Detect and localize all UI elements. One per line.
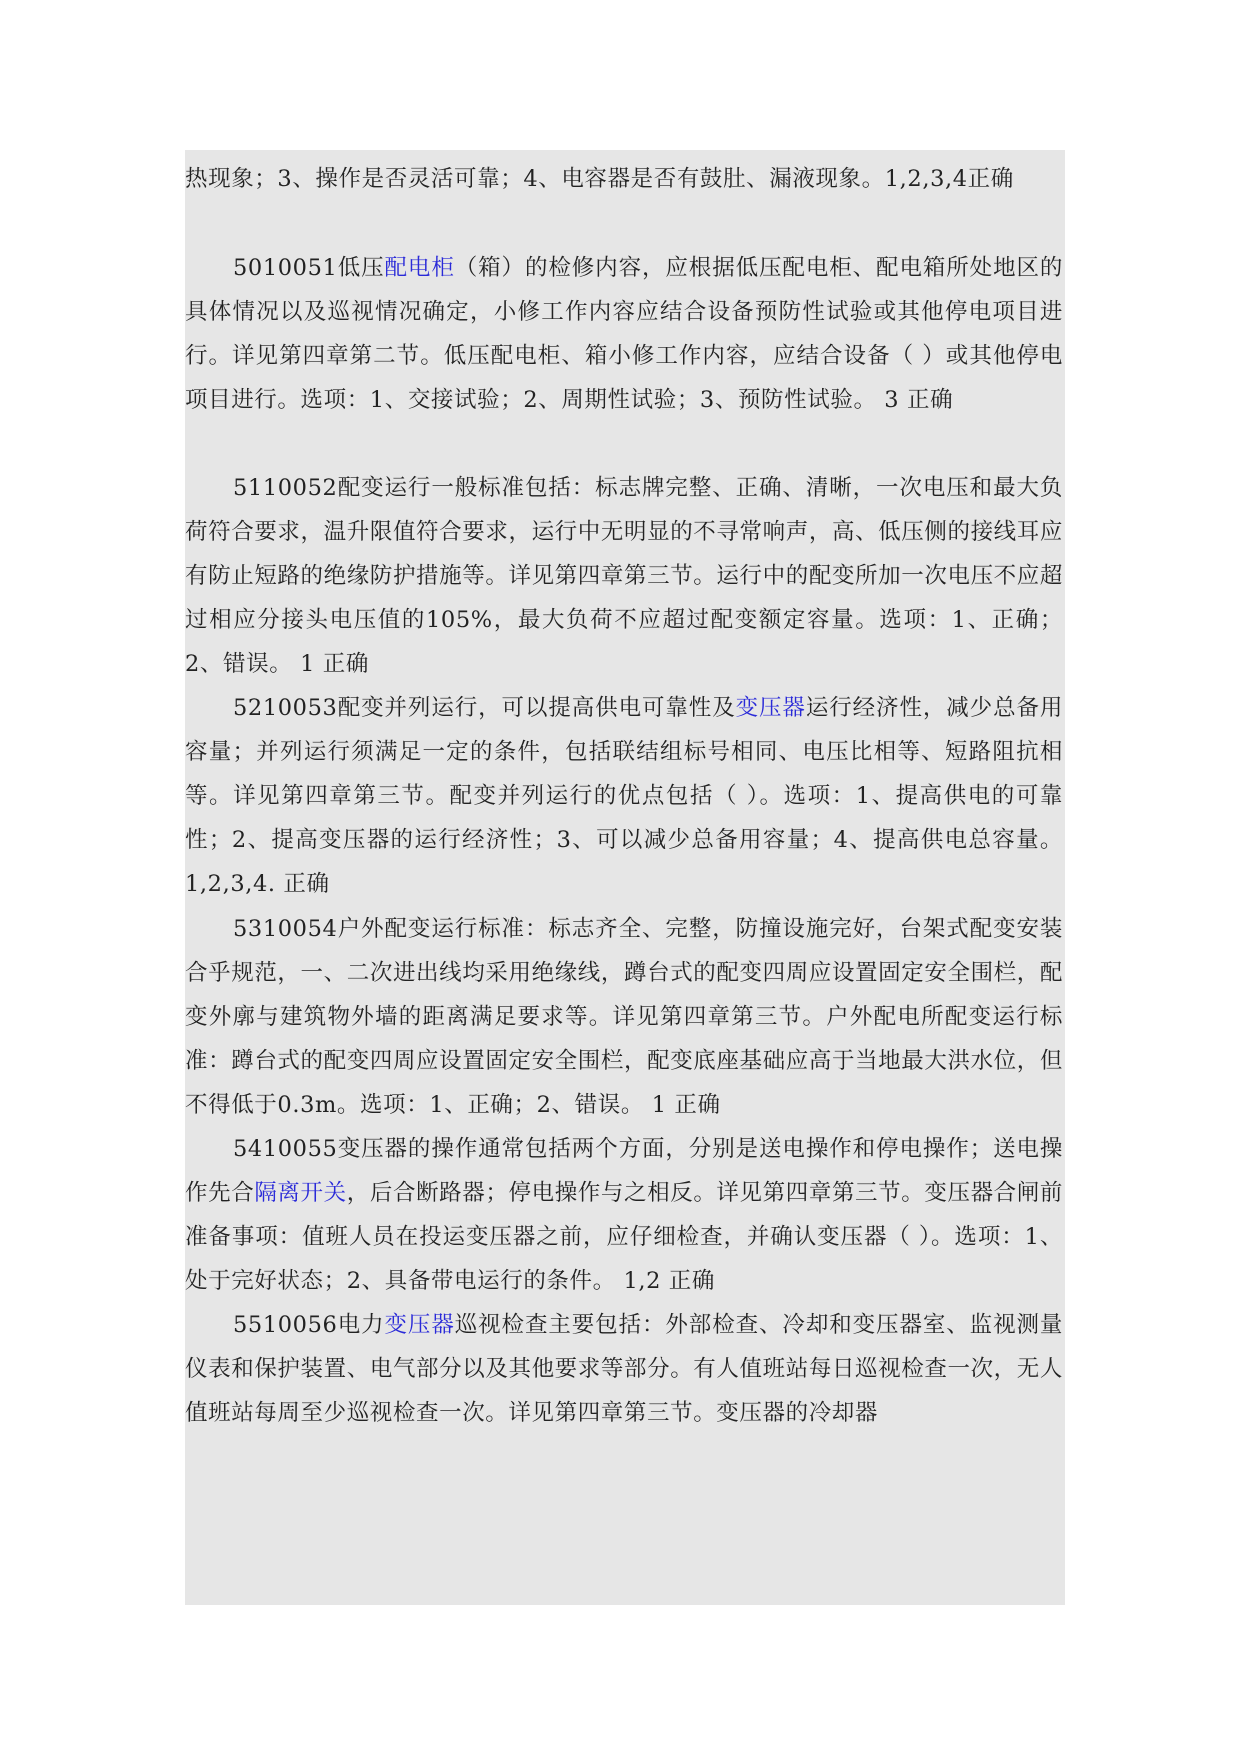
paragraph-text: 5510056电力 [233,1312,385,1338]
paragraph-text: 5010051低压 [233,255,385,281]
paragraph [185,686,1065,906]
inline-link[interactable]: 变压器 [735,695,806,721]
paragraph-text: 5310054户外配变运行标准：标志齐全、完整，防撞设施完好，台架式配变安装合乎规范，一、二次进出线均采用绝缘线，蹲台式的配变四周应设置固定安全围栏，配变外廓与建筑物外墙的距离满足要求等。详见第四章第三节。户外配电所配变运行标准：蹲台式的配变四周应设置固定安全围栏，配变底座基础应高于当地最大洪水位，但不得低于0.3m。选项：1、正确；2、错误。 1 正确 [185,916,1063,1118]
paragraph [185,907,1065,1127]
paragraph-text: 巡视检查主要包括：外部检查、冷却和变压器室、监视测量仪表和保护装置、电气部分以及其他要求等部分。有人值班站每日巡视检查一次，无人值班站每周至少巡视检查一次。详见第四章第三节。变压器的冷却器 [185,1312,1063,1426]
text-block [185,150,1065,1605]
paragraph-text: 5410055变压器的操作通常包括两个方面，分别是送电操作和停电操作；送电操作先合 [185,1136,1063,1206]
paragraph [185,466,1065,686]
paragraph-text: （箱）的检修内容，应根据低压配电柜、配电箱所处地区的具体情况以及巡视情况确定，小修工作内容应结合设备预防性试验或其他停电项目进行。详见第四章第二节。低压配电柜、箱小修工作内容，应结合设备（ ）或其他停电项目进行。选项：1、交接试验；2、周期性试验；3、预防性试验。 3 正确 [185,255,1063,413]
paragraph-text: 运行经济性，减少总备用容量；并列运行须满足一定的条件，包括联结组标号相同、电压比相等、短路阻抗相等。详见第四章第三节。配变并列运行的优点包括（ ）。选项：1、提高供电的可靠性；2、提高变压器的运行经济性；3、可以减少总备用容量；4、提高供电总容量。 1,2,3,4. 正确 [185,695,1063,897]
paragraph-text: 5210053配变并列运行，可以提高供电可靠性及 [233,695,736,721]
inline-link[interactable]: 隔离开关 [254,1180,347,1206]
paragraph-text: 热现象；3、操作是否灵活可靠；4、电容器是否有鼓肚、漏液现象。1,2,3,4正确 [185,166,1014,192]
inline-link[interactable]: 配电柜 [384,255,455,281]
paragraph-text: 5110052配变运行一般标准包括：标志牌完整、正确、清晰，一次电压和最大负荷符合要求，温升限值符合要求，运行中无明显的不寻常响声，高、低压侧的接线耳应有防止短路的绝缘防护措施等。详见第四章第三节。运行中的配变所加一次电压不应超过相应分接头电压值的105%，最大负荷不应超过配变额定容量。选项：1、正确；2、错误。 1 正确 [185,475,1063,677]
paragraph-text: ，后合断路器；停电操作与之相反。详见第四章第三节。变压器合闸前准备事项：值班人员在投运变压器之前，应仔细检查，并确认变压器（ ）。选项：1、处于完好状态；2、具备带电运行的条件。 1,2 正确 [185,1180,1063,1294]
paragraph [185,1127,1065,1303]
paragraph [185,246,1065,422]
paragraph [185,1303,1065,1435]
paragraph [185,157,1065,201]
inline-link[interactable]: 变压器 [384,1312,455,1338]
